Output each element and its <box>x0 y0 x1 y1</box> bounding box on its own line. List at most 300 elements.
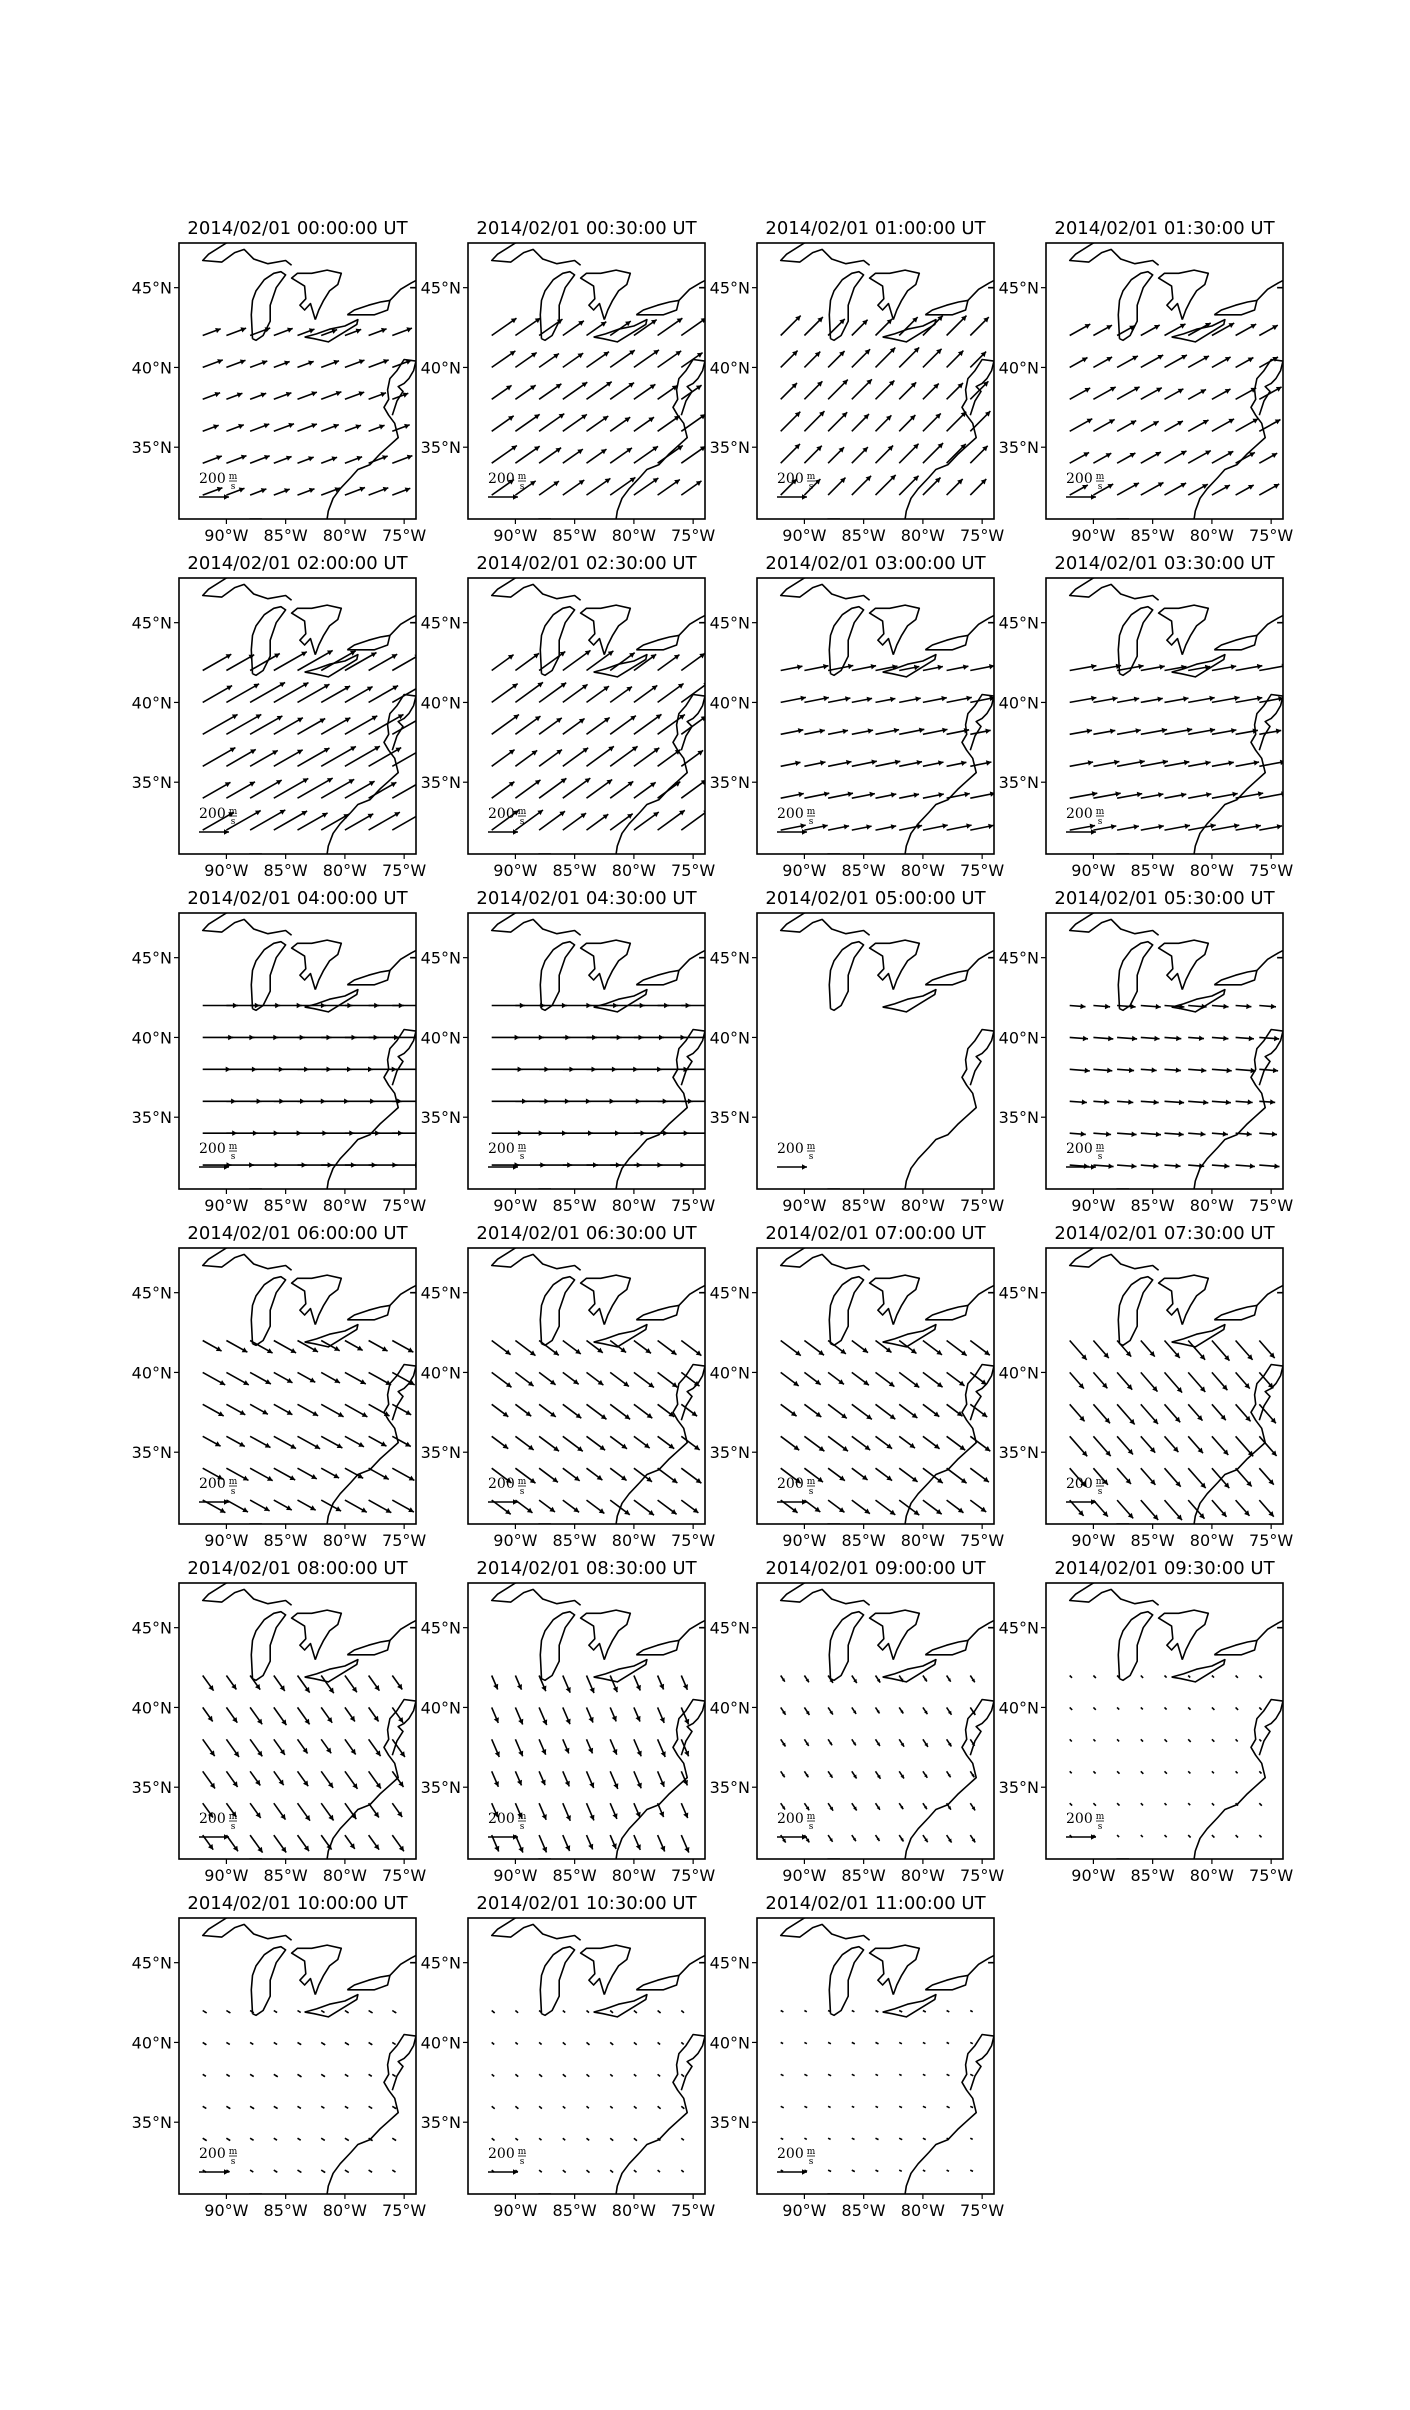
key-unit-numerator: m <box>228 807 238 817</box>
coastline <box>636 1975 679 1989</box>
coastline <box>305 990 358 1012</box>
wind-vector-head <box>1108 1164 1113 1169</box>
wind-vector-head <box>919 728 924 733</box>
coastline <box>251 942 285 1011</box>
wind-vector-head <box>848 792 853 797</box>
coastline <box>1257 1599 1316 1640</box>
coastline <box>1118 607 1152 676</box>
coastline <box>616 695 705 855</box>
x-tick-label: 85°W <box>552 1866 597 1885</box>
map-panel <box>132 1558 472 1885</box>
wind-vector-head <box>1175 1163 1180 1168</box>
wind-vector-head <box>871 760 876 765</box>
x-tick-label: 75°W <box>671 2201 716 2220</box>
x-tick-label: 75°W <box>382 2201 427 2220</box>
wind-vector-head <box>866 824 871 829</box>
wind-vector-head <box>1176 1036 1181 1042</box>
key-label: 200 <box>199 806 226 822</box>
coastline <box>1159 605 1209 655</box>
wind-vector-head <box>1199 1036 1204 1042</box>
y-tick-label: 35°N <box>709 1108 750 1128</box>
x-tick-label: 90°W <box>782 1866 827 1885</box>
wind-vector-head <box>1153 1163 1158 1169</box>
wind-vector-head <box>1084 1163 1089 1169</box>
wind-vector-head <box>942 728 947 733</box>
wind-vector-head <box>867 697 873 702</box>
coastline <box>636 1640 679 1654</box>
coastline <box>1277 1589 1339 1627</box>
x-tick-label: 90°W <box>204 1531 249 1550</box>
wind-vector <box>876 2106 879 2107</box>
wind-vector <box>899 2074 901 2075</box>
coastline <box>1118 272 1152 341</box>
wind-vector-head <box>798 792 803 797</box>
x-tick-label: 85°W <box>841 526 886 545</box>
wind-vector-head <box>1201 1068 1206 1074</box>
coastline <box>540 1947 574 2016</box>
wind-vector-head <box>1104 1099 1109 1105</box>
wind-vector <box>587 746 614 766</box>
x-tick-label: 85°W <box>1130 1531 1175 1550</box>
wind-vector <box>876 2074 879 2075</box>
key-unit-denominator: s <box>519 1487 525 1497</box>
y-tick-label: 45°N <box>420 1618 461 1638</box>
wind-vector-head <box>846 760 852 765</box>
x-tick-label: 90°W <box>782 2201 827 2220</box>
y-tick-label: 40°N <box>420 693 461 713</box>
coastline <box>292 605 342 655</box>
coastline <box>327 2035 416 2195</box>
wind-vector-head <box>966 696 972 701</box>
panel-title: 2014/02/01 09:00:00 UT <box>765 1558 986 1579</box>
wind-vector-head <box>1270 1099 1275 1105</box>
key-unit-numerator: m <box>806 472 816 482</box>
wind-vector-head <box>1223 1004 1228 1009</box>
wind-vector-head <box>1203 1100 1208 1106</box>
wind-vector-head <box>820 760 826 765</box>
wind-vector-head <box>895 760 901 765</box>
y-tick-label: 40°N <box>131 1363 172 1383</box>
coastline <box>616 2035 705 2195</box>
wind-vector-head <box>1132 1036 1137 1042</box>
coastline <box>1159 1610 1209 1660</box>
coastline <box>988 1924 1050 1962</box>
wind-vector-head <box>917 824 922 829</box>
wind-vector-head <box>1083 1036 1088 1042</box>
y-tick-label: 45°N <box>709 948 750 968</box>
wind-vector <box>1165 1676 1167 1678</box>
wind-vector-head <box>1179 1100 1184 1106</box>
x-tick-label: 85°W <box>1130 1196 1175 1215</box>
wind-vector <box>923 2074 926 2075</box>
coastline <box>925 635 968 649</box>
x-tick-label: 85°W <box>552 1531 597 1550</box>
y-tick-label: 35°N <box>420 2113 461 2133</box>
key-unit-denominator: s <box>808 482 814 492</box>
coastline <box>540 942 574 1011</box>
wind-vector-head <box>823 664 829 669</box>
coastline <box>1277 249 1339 287</box>
map-panel <box>421 888 761 1215</box>
coastline <box>925 1305 968 1319</box>
y-tick-label: 45°N <box>709 1283 750 1303</box>
wind-vector <box>203 686 232 703</box>
wind-vector-head <box>938 792 944 797</box>
wind-vector <box>226 749 255 766</box>
wind-vector <box>539 683 566 703</box>
coastline <box>327 360 416 520</box>
wind-vector-head <box>917 760 923 765</box>
y-tick-label: 35°N <box>420 438 461 458</box>
x-tick-label: 85°W <box>263 861 308 880</box>
wind-vector <box>804 2138 806 2139</box>
coastline <box>1118 1277 1152 1346</box>
x-tick-label: 90°W <box>1071 861 1116 880</box>
wind-vector <box>492 715 519 735</box>
wind-vector <box>515 682 543 702</box>
map-panel <box>710 1223 1050 1550</box>
coastline <box>870 1945 920 1995</box>
wind-vector-head <box>1176 1068 1181 1073</box>
wind-vector-head <box>1179 1132 1184 1138</box>
wind-vector-head <box>421 1003 426 1009</box>
wind-vector <box>1236 1771 1238 1773</box>
x-tick-label: 90°W <box>204 1866 249 1885</box>
y-tick-label: 45°N <box>420 948 461 968</box>
map-panel <box>132 1893 472 2220</box>
x-tick-label: 75°W <box>960 2201 1005 2220</box>
coastline <box>581 605 631 655</box>
wind-vector-head <box>1226 1100 1231 1105</box>
coastline <box>829 1277 863 1346</box>
panel-title: 2014/02/01 04:30:00 UT <box>476 888 697 909</box>
wind-vector-head <box>891 792 897 797</box>
key-unit-denominator: s <box>519 2157 525 2167</box>
y-tick-label: 40°N <box>998 1028 1039 1048</box>
coastline <box>925 970 968 984</box>
panel-title: 2014/02/01 01:00:00 UT <box>765 218 986 239</box>
x-tick-label: 90°W <box>493 526 538 545</box>
wind-vector-head <box>706 1003 711 1009</box>
wind-vector-head <box>1223 1131 1228 1137</box>
wind-vector-head <box>1154 1036 1159 1042</box>
key-unit-numerator: m <box>517 1142 527 1152</box>
x-tick-label: 90°W <box>1071 526 1116 545</box>
key-label: 200 <box>488 471 515 487</box>
panel-title: 2014/02/01 06:00:00 UT <box>187 1223 408 1244</box>
wind-vector-head <box>914 793 919 798</box>
coastline-group <box>1070 1580 1339 1864</box>
y-tick-label: 40°N <box>420 1363 461 1383</box>
y-tick-label: 40°N <box>420 2033 461 2053</box>
map-panel <box>710 218 1050 545</box>
panel-title: 2014/02/01 08:00:00 UT <box>187 1558 408 1579</box>
x-tick-label: 90°W <box>493 861 538 880</box>
coastline <box>594 1995 647 2017</box>
coastline <box>347 1305 390 1319</box>
y-tick-label: 40°N <box>131 1028 172 1048</box>
x-tick-label: 75°W <box>382 1866 427 1885</box>
x-tick-label: 75°W <box>382 1196 427 1215</box>
key-unit-denominator: s <box>519 1822 525 1832</box>
coastline <box>883 1660 936 1682</box>
wind-vector-head <box>1130 1004 1135 1010</box>
key-unit-denominator: s <box>1097 817 1103 827</box>
coastline <box>327 1365 416 1525</box>
x-tick-label: 85°W <box>841 2201 886 2220</box>
wind-vector-head <box>868 728 874 733</box>
wind-vector-head <box>1154 1100 1159 1106</box>
key-label: 200 <box>488 1476 515 1492</box>
y-tick-label: 35°N <box>131 2113 172 2133</box>
coastline <box>1257 259 1316 300</box>
panel-title: 2014/02/01 08:30:00 UT <box>476 1558 697 1579</box>
coastline <box>1159 940 1209 990</box>
wind-vector-head <box>416 750 422 755</box>
key-label: 200 <box>777 2146 804 2162</box>
wind-vector <box>392 750 421 767</box>
key-label: 200 <box>777 471 804 487</box>
wind-vector-head <box>845 696 850 701</box>
y-tick-label: 40°N <box>131 358 172 378</box>
wind-vector-head <box>963 665 969 670</box>
wind-vector-head <box>964 792 970 797</box>
coastline <box>870 1610 920 1660</box>
x-tick-label: 85°W <box>1130 1866 1175 1885</box>
x-tick-label: 75°W <box>960 1531 1005 1550</box>
x-tick-label: 90°W <box>1071 1196 1116 1215</box>
coastline <box>540 1612 574 1681</box>
y-tick-label: 35°N <box>131 773 172 793</box>
coastline <box>292 940 342 990</box>
wind-vector-head <box>1246 1004 1251 1010</box>
wind-vector <box>563 778 591 798</box>
wind-vector <box>1141 1707 1143 1709</box>
wind-vector-head <box>1272 1131 1277 1137</box>
coastline <box>1172 655 1225 677</box>
y-tick-label: 40°N <box>131 2033 172 2053</box>
wind-vector-head <box>848 664 853 669</box>
map-panel <box>132 553 472 880</box>
x-tick-label: 90°W <box>782 526 827 545</box>
key-unit-numerator: m <box>806 1812 816 1822</box>
y-tick-label: 35°N <box>131 1443 172 1463</box>
wind-vector-head <box>938 665 943 670</box>
wind-vector-head <box>1128 1099 1133 1104</box>
wind-vector-head <box>800 696 806 701</box>
coastline <box>347 1640 390 1654</box>
key-unit-denominator: s <box>1097 1152 1103 1162</box>
panel-title: 2014/02/01 00:30:00 UT <box>476 218 697 239</box>
y-tick-label: 40°N <box>709 1363 750 1383</box>
key-arrow-head <box>802 1164 807 1169</box>
wind-vector-head <box>423 1099 428 1105</box>
key-unit-denominator: s <box>519 1152 525 1162</box>
wind-vector-head <box>986 760 992 765</box>
wind-vector <box>852 2106 854 2107</box>
wind-vector <box>781 2170 783 2171</box>
coastline <box>883 990 936 1012</box>
x-tick-label: 85°W <box>263 526 308 545</box>
x-tick-label: 85°W <box>552 861 597 880</box>
wind-vector-head <box>1085 1068 1090 1074</box>
key-unit-numerator: m <box>517 472 527 482</box>
wind-vector <box>923 2042 926 2043</box>
coastline <box>829 942 863 1011</box>
coastline <box>251 1277 285 1346</box>
panel-title: 2014/02/01 01:30:00 UT <box>1054 218 1275 239</box>
coastline-group <box>1070 910 1339 1194</box>
wind-vector-head <box>894 728 899 733</box>
map-panel <box>710 1893 1050 2220</box>
panel-title: 2014/02/01 05:00:00 UT <box>765 888 986 909</box>
coastline <box>581 940 631 990</box>
wind-vector-head <box>1156 1004 1161 1010</box>
y-tick-label: 45°N <box>998 948 1039 968</box>
x-tick-label: 80°W <box>1189 861 1234 880</box>
wind-vector-head <box>795 761 800 766</box>
key-label: 200 <box>1066 1811 1093 1827</box>
coastline <box>1277 919 1339 957</box>
y-tick-label: 35°N <box>998 438 1039 458</box>
wind-vector-head <box>1273 1068 1278 1074</box>
key-unit-numerator: m <box>228 1812 238 1822</box>
map-panel <box>132 1223 472 1550</box>
wind-vector <box>1188 1676 1190 1678</box>
coastline <box>1277 584 1339 622</box>
wind-vector <box>970 2138 972 2139</box>
y-tick-label: 35°N <box>998 1443 1039 1463</box>
wind-vector-head <box>419 1130 424 1136</box>
coastline <box>870 1275 920 1325</box>
x-tick-label: 80°W <box>322 1866 367 1885</box>
x-tick-label: 75°W <box>960 526 1005 545</box>
wind-vector-head <box>1108 1036 1113 1042</box>
y-tick-label: 45°N <box>420 1283 461 1303</box>
wind-vector-head <box>1271 1004 1276 1010</box>
coastline <box>292 270 342 320</box>
panel-title: 2014/02/01 10:30:00 UT <box>476 1893 697 1914</box>
key-unit-denominator: s <box>808 1487 814 1497</box>
coastline <box>636 1305 679 1319</box>
x-tick-label: 90°W <box>782 1531 827 1550</box>
key-unit-denominator: s <box>1097 482 1103 492</box>
x-tick-label: 75°W <box>1249 526 1294 545</box>
key-unit-denominator: s <box>230 817 236 827</box>
wind-vector-head <box>1250 1163 1255 1169</box>
x-tick-label: 80°W <box>611 1196 656 1215</box>
wind-vector-head <box>706 1162 711 1168</box>
coastline <box>883 655 936 677</box>
map-panel <box>421 1558 761 1885</box>
coastline <box>829 1612 863 1681</box>
key-label: 200 <box>1066 806 1093 822</box>
y-tick-label: 45°N <box>998 1618 1039 1638</box>
coastline <box>1277 1254 1339 1292</box>
panel-title: 2014/02/01 03:30:00 UT <box>1054 553 1275 574</box>
coastline-group <box>781 1915 1050 2199</box>
panel-title: 2014/02/01 05:30:00 UT <box>1054 888 1275 909</box>
coastline <box>251 1612 285 1681</box>
coastline <box>1214 300 1257 314</box>
panel-title: 2014/02/01 00:00:00 UT <box>187 218 408 239</box>
y-tick-label: 45°N <box>998 613 1039 633</box>
wind-vector-head <box>419 684 425 689</box>
panel-title: 2014/02/01 09:30:00 UT <box>1054 1558 1275 1579</box>
wind-vector <box>274 750 303 767</box>
panel-title: 2014/02/01 02:30:00 UT <box>476 553 697 574</box>
x-tick-label: 80°W <box>1189 1531 1234 1550</box>
coastline <box>1194 360 1283 520</box>
coastline <box>347 1975 390 1989</box>
x-tick-label: 75°W <box>1249 1196 1294 1215</box>
y-tick-label: 45°N <box>131 1283 172 1303</box>
x-tick-label: 85°W <box>841 1866 886 1885</box>
x-tick-label: 90°W <box>493 1196 538 1215</box>
key-unit-denominator: s <box>230 1152 236 1162</box>
wind-vector-head <box>1156 1132 1161 1137</box>
y-tick-label: 40°N <box>131 1698 172 1718</box>
wind-vector <box>1165 1707 1167 1709</box>
wind-vector-head <box>1281 791 1286 796</box>
coastline <box>925 300 968 314</box>
x-tick-label: 80°W <box>322 1196 367 1215</box>
x-tick-label: 90°W <box>204 1196 249 1215</box>
x-tick-label: 80°W <box>900 526 945 545</box>
wind-vector-head <box>710 1099 715 1105</box>
key-unit-numerator: m <box>228 1477 238 1487</box>
coastline <box>636 300 679 314</box>
y-tick-label: 35°N <box>420 1108 461 1128</box>
vector-field <box>781 316 991 496</box>
coastline <box>581 1610 631 1660</box>
coastline-group <box>1070 240 1339 524</box>
wind-vector <box>345 781 375 798</box>
wind-vector <box>899 2170 902 2171</box>
vector-field <box>1070 323 1282 495</box>
panel-title: 2014/02/01 04:00:00 UT <box>187 888 408 909</box>
x-tick-label: 90°W <box>204 2201 249 2220</box>
x-tick-label: 80°W <box>611 1866 656 1885</box>
coastline <box>581 1275 631 1325</box>
key-label: 200 <box>488 806 515 822</box>
x-tick-label: 75°W <box>382 1531 427 1550</box>
x-tick-label: 75°W <box>671 526 716 545</box>
coastline <box>540 1277 574 1346</box>
x-tick-label: 80°W <box>900 1866 945 1885</box>
key-unit-numerator: m <box>806 1142 816 1152</box>
coastline-group <box>1070 575 1339 859</box>
wind-vector <box>321 718 350 735</box>
coastline <box>1159 270 1209 320</box>
wind-vector <box>781 2042 783 2043</box>
map-panel <box>710 888 1050 1215</box>
vector-field <box>781 664 996 830</box>
coastline <box>581 270 631 320</box>
x-tick-label: 75°W <box>671 861 716 880</box>
y-tick-label: 35°N <box>131 1108 172 1128</box>
coastline <box>1214 635 1257 649</box>
wind-vector <box>1070 1771 1072 1773</box>
y-tick-label: 35°N <box>131 1778 172 1798</box>
wind-vector <box>369 686 399 703</box>
key-label: 200 <box>488 1141 515 1157</box>
x-tick-label: 80°W <box>1189 1866 1234 1885</box>
y-tick-label: 40°N <box>998 1698 1039 1718</box>
y-tick-label: 45°N <box>420 613 461 633</box>
x-tick-label: 85°W <box>263 1531 308 1550</box>
coastline <box>968 1934 1027 1975</box>
